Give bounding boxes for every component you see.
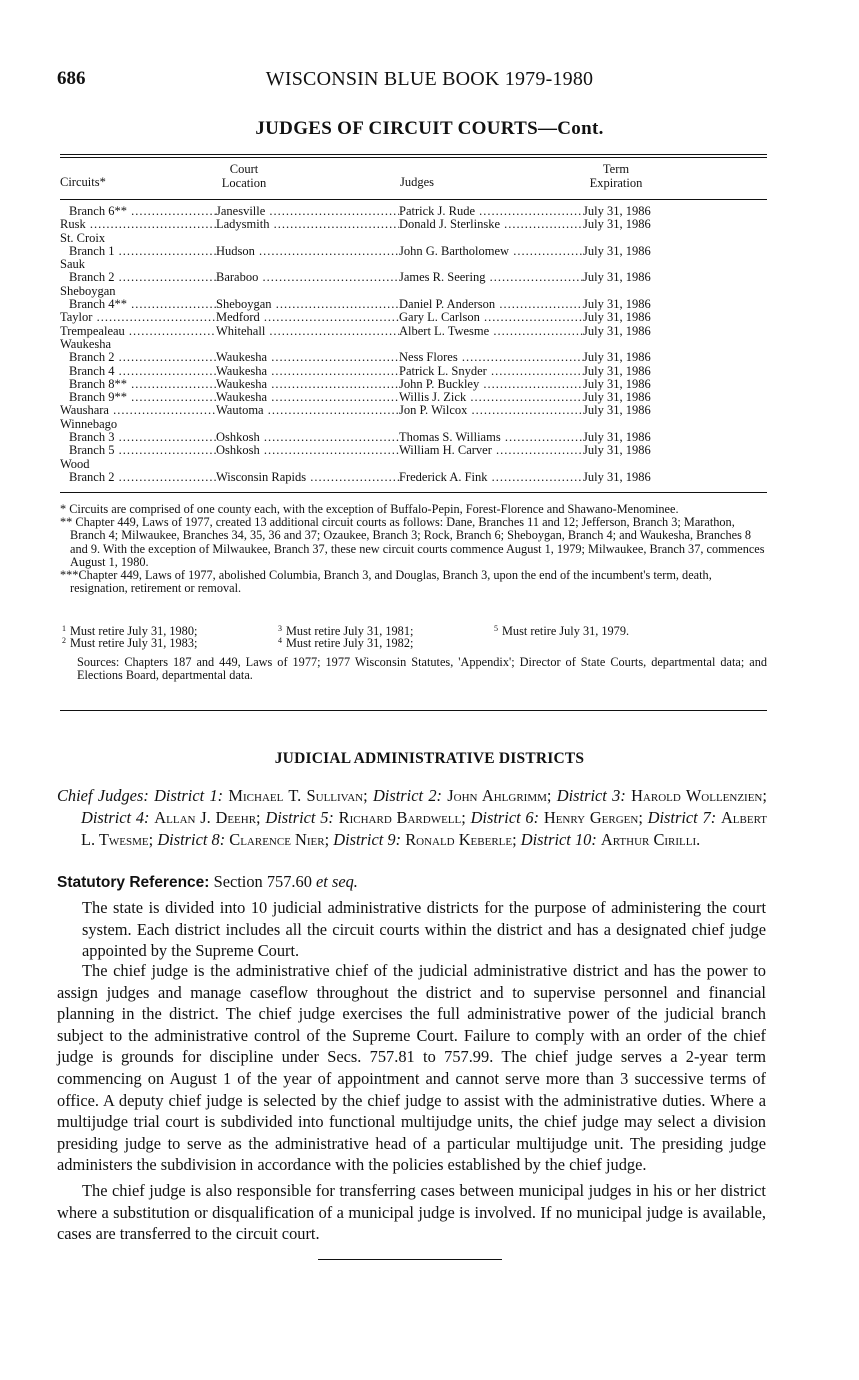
location-cell <box>216 404 399 417</box>
circuit-cell <box>60 311 216 324</box>
location-cell-text: Medford <box>216 311 260 325</box>
term-cell <box>583 351 673 364</box>
district-label: District 1: <box>154 786 224 805</box>
district-label: District 4: <box>81 808 150 827</box>
district-label: District 5: <box>265 808 334 827</box>
footnote-text: Must retire July 31, 1980; <box>70 624 198 638</box>
table-header-rule <box>60 199 767 200</box>
statutory-label: Statutory Reference: <box>57 874 210 891</box>
term-cell <box>583 271 673 284</box>
table-top-rule-2 <box>60 157 767 158</box>
paragraph-chief-judge-role: The chief judge is the administrative chief of the judicial administrative district and has the power to assign judges and manage caseflow throughout the district and to supervise personnel and financial planning in the district. The chief judge exercises the full administrative power of the judicial branch subject to the administrative control of the Supreme Court. Failure to comply with an order of the chief judge is grounds for discipline under Secs. 757.81 to 757.99. The chief judge serves a 2-year term commencing on August 1 of the year of appointment and cannot serve more than 3 successive terms of office. A deputy chief judge is selected by the chief judge to assist with the administrative duties. Where a multijudge trial court is subdivided into functional multijudge units, the chief judge may select a division presiding judge to serve as the administrative head of a particular multijudge unit. The presiding judge administers the subdivision in accordance with the policies established by the chief judge. <box>57 961 766 1175</box>
table-row <box>60 351 770 364</box>
judge-cell <box>399 391 583 404</box>
circuit-cell <box>60 365 216 378</box>
judge-cell <box>399 471 583 484</box>
term-cell <box>583 471 673 484</box>
term-cell <box>583 298 673 311</box>
col-header-term-line1: Term <box>602 162 630 176</box>
location-cell-text: Waukesha <box>216 364 268 378</box>
circuit-cell-text: Branch 2 <box>69 470 115 484</box>
circuit-cell-text: Sauk <box>60 258 85 272</box>
table-top-rule <box>60 154 767 155</box>
footnote-text: Must retire July 31, 1979. <box>502 624 630 638</box>
judge-cell <box>399 311 583 324</box>
book-title: WISCONSIN BLUE BOOK 1979-1980 <box>265 68 594 90</box>
table-row <box>60 404 770 417</box>
term-cell-text: July 31, 1986 <box>583 444 651 458</box>
term-cell-text: July 31, 1986 <box>583 271 651 285</box>
circuit-cell-text: Winnebago <box>60 417 118 431</box>
footnote-text: Must retire July 31, 1983; <box>70 636 198 650</box>
circuit-cell-text: Branch 4 <box>69 364 115 378</box>
term-cell <box>583 205 673 218</box>
circuit-cell-text: Branch 9** <box>69 391 127 405</box>
judge-cell <box>399 351 583 364</box>
term-cell-text: July 31, 1986 <box>583 470 651 484</box>
judge-cell <box>399 205 583 218</box>
chief-judges-label: Chief Judges: <box>57 786 149 805</box>
term-cell-text: July 31, 1986 <box>583 311 651 325</box>
location-cell <box>216 311 399 324</box>
judge-cell-text: Gary L. Carlson <box>399 311 480 325</box>
judge-cell <box>399 218 583 231</box>
table-row <box>60 258 770 271</box>
location-cell-text: Waukesha <box>216 377 268 391</box>
judge-cell-text: William H. Carver <box>399 444 492 458</box>
term-cell-text: July 31, 1986 <box>583 404 651 418</box>
judge-cell <box>399 325 583 338</box>
location-cell-text: Whitehall <box>216 324 266 338</box>
term-cell <box>583 391 673 404</box>
note-new-courts: ** Chapter 449, Laws of 1977, created 13 additional circuit courts as follows: Dane, Branches 11 and 12; Jefferson, Branch 3; Marathon, Branch 4; Milwaukee, Branches 34, 35, 36 and 37; Ozaukee, Branch 3; Rock, Branch 6; Sheboygan, Branch 4; and Waukesha, Branches 8 and 9. With the exception of Milwaukee, Branch 37, these new circuit courts commence August 1, 1979; Milwaukee, Branch 37, commences August 1, 1980. <box>60 515 765 569</box>
location-cell-text: Janesville <box>216 205 266 218</box>
judge-cell <box>399 365 583 378</box>
table-row <box>60 471 770 484</box>
location-cell <box>216 431 399 444</box>
table-row <box>60 245 770 258</box>
district-label: District 8: <box>157 830 226 849</box>
district-label: District 6: <box>470 808 540 827</box>
table-row <box>60 418 770 431</box>
section-divider <box>60 710 767 711</box>
table-row <box>60 298 770 311</box>
table-notes <box>60 503 768 595</box>
circuit-cell-text: Branch 3 <box>69 431 115 445</box>
district-label: District 3: <box>556 786 626 805</box>
judge-cell-text: Thomas S. Williams <box>399 431 501 445</box>
circuit-cell <box>60 271 216 284</box>
judge-cell <box>399 271 583 284</box>
circuit-cell-text: St. Croix <box>60 231 106 245</box>
term-cell-text: July 31, 1986 <box>583 205 651 218</box>
term-cell <box>583 404 673 417</box>
chief-judge-name: Michael T. Sullivan; <box>228 786 368 805</box>
circuit-cell-text: Branch 2 <box>69 271 115 285</box>
col-header-term-line2: Expiration <box>589 176 643 190</box>
table-row <box>60 232 770 245</box>
judges-table-body <box>60 205 770 484</box>
judge-cell-text: James R. Seering <box>399 271 486 285</box>
footnote-2 <box>62 634 197 650</box>
location-cell-text: Oshkosh <box>216 431 260 445</box>
location-cell <box>216 218 399 231</box>
term-cell <box>583 444 673 457</box>
footnote-mark: 5 <box>494 624 498 633</box>
term-cell <box>583 218 673 231</box>
location-cell <box>216 205 399 218</box>
table-row <box>60 458 770 471</box>
chief-judge-name: John Ahlgrimm; <box>447 786 552 805</box>
footnote-4 <box>278 634 413 650</box>
circuit-cell <box>60 458 216 471</box>
circuit-cell-text: Rusk <box>60 218 86 232</box>
note-abolished: ***Chapter 449, Laws of 1977, abolished Columbia, Branch 3, and Douglas, Branch 3, upon the end of the incumbent's term, death, resignation, retirement or removal. <box>60 568 712 596</box>
judge-cell-text: Donald J. Sterlinske <box>399 218 501 232</box>
location-cell <box>216 325 399 338</box>
chief-judge-name: Albert L. Twesme; <box>81 808 767 849</box>
section-title: JUDGES OF CIRCUIT COURTS—Cont. <box>255 118 604 139</box>
term-cell-text: July 31, 1986 <box>583 431 651 445</box>
term-cell-text: July 31, 1986 <box>583 244 651 258</box>
judge-cell-text: Jon P. Wilcox <box>399 404 468 418</box>
circuit-cell <box>60 418 216 431</box>
table-row <box>60 205 770 218</box>
chief-judge-name: Arthur Cirilli. <box>600 830 701 849</box>
district-label: District 7: <box>647 808 717 827</box>
statutory-et-seq: et seq. <box>316 872 358 891</box>
location-cell <box>216 245 399 258</box>
chief-judge-name: Richard Bardwell; <box>338 808 466 827</box>
circuit-cell-text: Branch 8** <box>69 377 127 391</box>
col-header-court-line2: Location <box>221 176 267 190</box>
col-header-court <box>206 162 282 190</box>
term-cell <box>583 365 673 378</box>
term-cell-text: July 31, 1986 <box>583 391 651 405</box>
location-cell <box>216 378 399 391</box>
table-row <box>60 271 770 284</box>
judge-cell-text: Patrick J. Rude <box>399 205 476 218</box>
location-cell <box>216 471 399 484</box>
chief-judge-name: Harold Wollenzien; <box>631 786 767 805</box>
location-cell-text: Baraboo <box>216 271 259 285</box>
circuit-cell <box>60 218 216 231</box>
judge-cell-text: John P. Buckley <box>399 377 480 391</box>
circuit-cell-text: Branch 2 <box>69 351 115 365</box>
table-row <box>60 285 770 298</box>
judge-cell <box>399 444 583 457</box>
footnote-text: Must retire July 31, 1982; <box>286 636 414 650</box>
location-cell <box>216 365 399 378</box>
judge-cell <box>399 378 583 391</box>
circuit-cell <box>60 351 216 364</box>
circuit-cell <box>60 338 216 351</box>
statutory-reference <box>57 872 358 892</box>
table-row <box>60 444 770 457</box>
circuit-cell <box>60 471 216 484</box>
paragraph-districts: The state is divided into 10 judicial administrative districts for the purpose of administering the court system. Each district includes all the circuit courts within the district and has a designated chief judge appointed by the Supreme Court. <box>82 898 766 961</box>
chief-judge-name: Ronald Keberle; <box>405 830 517 849</box>
term-cell <box>583 378 673 391</box>
circuit-cell <box>60 205 216 218</box>
circuit-cell-text: Branch 6** <box>69 205 127 218</box>
location-cell <box>216 271 399 284</box>
footnote-text: Must retire July 31, 1981; <box>286 624 414 638</box>
circuit-cell-text: Branch 5 <box>69 444 115 458</box>
col-header-judges: Judges <box>400 175 435 189</box>
table-row <box>60 365 770 378</box>
judge-cell-text: Willis J. Zick <box>399 391 467 405</box>
judge-cell-text: Daniel P. Anderson <box>399 298 496 312</box>
judge-cell <box>399 404 583 417</box>
term-cell <box>583 245 673 258</box>
judge-cell <box>399 245 583 258</box>
circuit-cell-text: Sheboygan <box>60 284 116 298</box>
term-cell <box>583 431 673 444</box>
term-cell-text: July 31, 1986 <box>583 364 651 378</box>
circuit-cell <box>60 258 216 271</box>
chief-judge-name: Allan J. Deehr; <box>154 808 261 827</box>
location-cell-text: Waukesha <box>216 391 268 405</box>
table-row <box>60 325 770 338</box>
judge-cell-text: Patrick L. Snyder <box>399 364 487 378</box>
circuit-cell-text: Waushara <box>60 404 109 418</box>
circuit-cell <box>60 378 216 391</box>
circuit-cell-text: Taylor <box>60 311 93 325</box>
chief-judge-name: Clarence Nier; <box>229 830 330 849</box>
district-label: District 10: <box>520 830 597 849</box>
sources-note: Sources: Chapters 187 and 449, Laws of 1977; 1977 Wisconsin Statutes, 'Appendix'; Director of State Courts, departmental data; and Elections Board, departmental data. <box>77 655 767 683</box>
circuit-cell <box>60 444 216 457</box>
location-cell-text: Sheboygan <box>216 298 272 312</box>
judge-cell <box>399 298 583 311</box>
paragraph-transfers: The chief judge is also responsible for transferring cases between municipal judges in his or her district where a substitution or disqualification of a municipal judge is involved. If no municipal judge is available, cases are transferred to the circuit court. <box>57 1181 766 1244</box>
location-cell-text: Wautoma <box>216 404 264 418</box>
footnote-5 <box>494 622 629 638</box>
footnote-mark: 1 <box>62 624 66 633</box>
term-cell-text: July 31, 1986 <box>583 377 651 391</box>
table-row <box>60 218 770 231</box>
term-cell <box>583 325 673 338</box>
table-row <box>60 311 770 324</box>
judge-cell <box>399 431 583 444</box>
circuit-cell <box>60 298 216 311</box>
table-row <box>60 391 770 404</box>
term-cell-text: July 31, 1986 <box>583 218 651 232</box>
location-cell-text: Waukesha <box>216 351 268 365</box>
location-cell <box>216 444 399 457</box>
footnote-mark: 2 <box>62 636 66 645</box>
table-row <box>60 378 770 391</box>
term-cell <box>583 311 673 324</box>
table-row <box>60 338 770 351</box>
location-cell-text: Wisconsin Rapids <box>216 470 307 484</box>
footnote-mark: 4 <box>278 636 282 645</box>
location-cell <box>216 391 399 404</box>
col-header-term <box>578 162 654 190</box>
subsection-title: JUDICIAL ADMINISTRATIVE DISTRICTS <box>274 750 585 767</box>
location-cell <box>216 298 399 311</box>
table-row <box>60 431 770 444</box>
circuit-cell-text: Waukesha <box>60 337 112 351</box>
circuit-cell <box>60 232 216 245</box>
circuit-cell <box>60 325 216 338</box>
circuit-cell <box>60 285 216 298</box>
col-header-court-line1: Court <box>229 162 259 176</box>
circuit-cell-text: Branch 4** <box>69 298 127 312</box>
judge-cell-text: John G. Bartholomew <box>399 244 510 258</box>
table-bottom-rule <box>60 492 767 493</box>
location-cell-text: Hudson <box>216 244 255 258</box>
page-number: 686 <box>57 68 86 89</box>
chief-judges-entries <box>81 786 767 849</box>
district-label: District 2: <box>372 786 442 805</box>
statutory-section: Section 757.60 <box>213 872 312 891</box>
chief-judges-list <box>57 785 767 851</box>
term-cell-text: July 31, 1986 <box>583 351 651 365</box>
circuit-cell <box>60 404 216 417</box>
location-cell-text: Ladysmith <box>216 218 270 232</box>
circuit-cell-text: Wood <box>60 457 90 471</box>
judge-cell-text: Ness Flores <box>399 351 458 365</box>
end-rule <box>318 1259 502 1260</box>
location-cell-text: Oshkosh <box>216 444 260 458</box>
term-cell-text: July 31, 1986 <box>583 324 651 338</box>
judge-cell-text: Albert L. Twesme <box>399 324 490 338</box>
location-cell <box>216 351 399 364</box>
circuit-cell <box>60 431 216 444</box>
note-circuits: * Circuits are comprised of one county each, with the exception of Buffalo-Pepin, Forest-Florence and Shawano-Menominee. <box>60 502 679 516</box>
district-label: District 9: <box>333 830 402 849</box>
col-header-circuits: Circuits* <box>60 175 106 189</box>
judge-cell-text: Frederick A. Fink <box>399 470 488 484</box>
circuit-cell <box>60 245 216 258</box>
circuit-cell-text: Trempealeau <box>60 324 125 338</box>
chief-judge-name: Henry Gergen; <box>543 808 643 827</box>
circuit-cell-text: Branch 1 <box>69 244 115 258</box>
footnote-mark: 3 <box>278 624 282 633</box>
circuit-cell <box>60 391 216 404</box>
term-cell-text: July 31, 1986 <box>583 298 651 312</box>
